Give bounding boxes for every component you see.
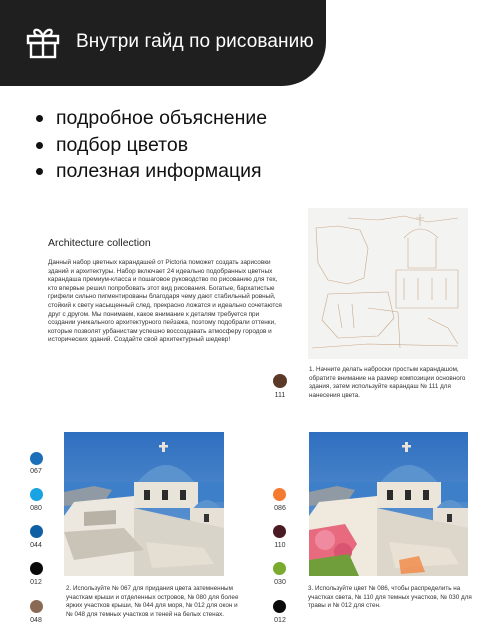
step2-painting-image xyxy=(64,432,224,576)
feature-list xyxy=(34,105,267,185)
collection-description: Данный набор цветных карандашей от Pictoria поможет создать зарисовки зданий и архитектуры. Набор включает 24 идеально подобранных цветных карандаша премиум-класса и пошаговое руководство по рисованию для тех, кто впервые решил попробовать этот вид рисования. Богатые, бархатистые грифели сильно пигментированы благодаря чему дают стабильный ровный, стойкий к свету насыщенный след, прекрасно ложатся и идеально сочетаются друг с другом. Мы понимаем, какое внимание к деталям требуется при создании уникального архитектурного пейзажа, поэтому подобрали оттенки, которые позволят урбанистам успешно воссоздавать атмосферу городов и исторических зданий. Создайте свой архитектурный шедевр! xyxy=(48,259,282,344)
color-code-067: 067 xyxy=(30,468,42,475)
gift-icon xyxy=(25,24,61,60)
color-code-012-b: 012 xyxy=(274,617,286,624)
step3-text: 3. Используйте цвет № 086, чтобы распределить на участках света, № 110 для темных участков, № 030 для травы и № 012 для стен. xyxy=(308,585,472,610)
color-swatch-048 xyxy=(30,600,43,613)
color-swatch-012 xyxy=(30,562,43,575)
color-code-110: 110 xyxy=(274,542,286,549)
feature-item: полезная информация xyxy=(34,158,267,185)
collection-title: Architecture collection xyxy=(48,237,151,249)
feature-item: подробное объяснение xyxy=(34,105,267,132)
header-banner xyxy=(0,0,326,86)
step3-painting-image xyxy=(309,432,468,576)
color-code-086: 086 xyxy=(274,505,286,512)
color-swatch-067 xyxy=(30,452,43,465)
color-swatch-080 xyxy=(30,488,43,501)
color-swatch-012-b xyxy=(273,600,286,613)
step1-sketch-image xyxy=(308,208,468,359)
color-swatch-030 xyxy=(273,562,286,575)
color-code-012: 012 xyxy=(30,579,42,586)
color-code-080: 080 xyxy=(30,505,42,512)
color-code-044: 044 xyxy=(30,542,42,549)
color-swatch-110 xyxy=(273,525,286,538)
feature-item: подбор цветов xyxy=(34,132,267,159)
step1-text: 1. Начните делать наброски простым карандашом, обратите внимание на размер композиции основного здания, затем используйте карандаш № 111 для нанесения цвета. xyxy=(309,366,466,399)
step2-text: 2. Используйте № 067 для придания цвета затемненным участкам крыши и отделенных островов, № 080 для более ярких участков крыши, № 044 для моря, № 012 для окон и № 048 для темных участков и теней на белых стенах. xyxy=(66,585,239,618)
header-title: Внутри гайд по рисованию xyxy=(76,31,314,52)
color-code-048: 048 xyxy=(30,617,42,624)
color-swatch-044 xyxy=(30,525,43,538)
color-swatch-111 xyxy=(273,374,287,388)
color-code-030: 030 xyxy=(274,579,286,586)
color-swatch-086 xyxy=(273,488,286,501)
color-code-111: 111 xyxy=(274,392,286,399)
